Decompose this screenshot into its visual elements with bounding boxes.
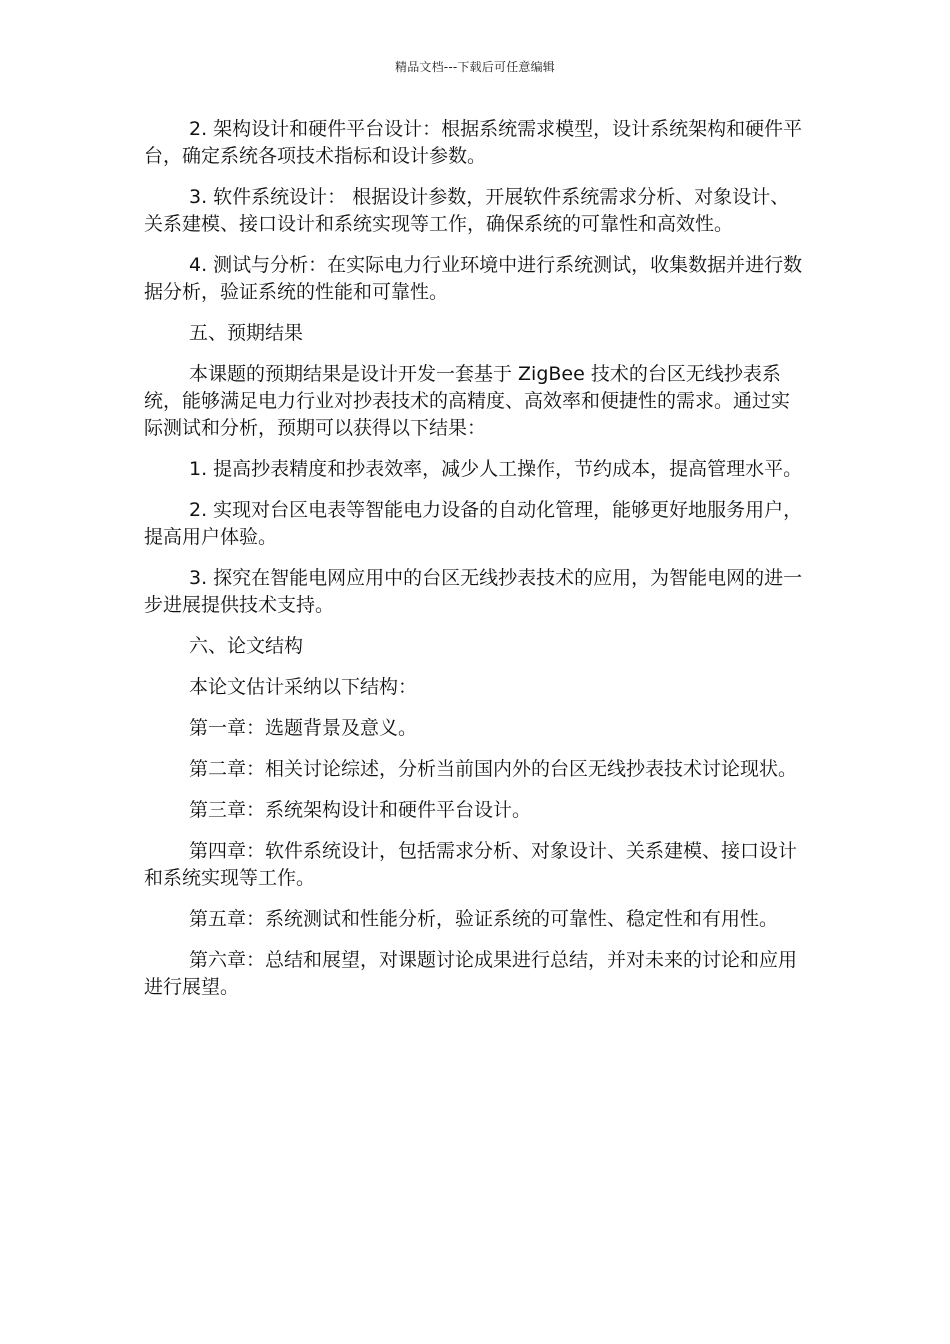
paragraph-chapter-3: 第三章：系统架构设计和硬件平台设计。 xyxy=(189,799,532,821)
paragraph-result-2: 2. 实现对台区电表等智能电力设备的自动化管理，能够更好地服务用户，提高用户体验。 xyxy=(144,499,803,548)
paragraph-structure-intro: 本论文估计采纳以下结构： xyxy=(189,676,418,698)
section-heading-thesis-structure: 六、论文结构 xyxy=(189,635,304,657)
paragraph-software-design: 3. 软件系统设计： 根据设计参数，开展软件系统需求分析、对象设计、关系建模、接口设计和系统实现等工作，确保系统的可靠性和高效性。 xyxy=(144,186,790,235)
paragraph-chapter-2: 第二章：相关讨论综述，分析当前国内外的台区无线抄表技术讨论现状。 xyxy=(189,758,798,780)
paragraph-result-3: 3. 探究在智能电网应用中的台区无线抄表技术的应用，为智能电网的进一步进展提供技术支持。 xyxy=(144,567,803,616)
paragraph-result-1: 1. 提高抄表精度和抄表效率，减少人工操作，节约成本，提高管理水平。 xyxy=(189,458,803,480)
paragraph-chapter-4: 第四章：软件系统设计，包括需求分析、对象设计、关系建模、接口设计和系统实现等工作。 xyxy=(144,840,798,889)
document-body xyxy=(144,116,806,1015)
paragraph-arch-design: 2. 架构设计和硬件平台设计：根据系统需求模型，设计系统架构和硬件平台，确定系统各项技术指标和设计参数。 xyxy=(144,118,803,167)
paragraph-expected-results-intro: 本课题的预期结果是设计开发一套基于 ZigBee 技术的台区无线抄表系统，能够满足电力行业对抄表技术的高精度、高效率和便捷性的需求。通过实际测试和分析，预期可以获得以下结果： xyxy=(144,363,791,439)
section-heading-expected-results: 五、预期结果 xyxy=(189,322,304,344)
paragraph-chapter-6: 第六章：总结和展望，对课题讨论成果进行总结，并对未来的讨论和应用进行展望。 xyxy=(144,949,798,998)
paragraph-testing: 4. 测试与分析：在实际电力行业环境中进行系统测试，收集数据并进行数据分析，验证系统的性能和可靠性。 xyxy=(144,254,803,303)
page-header: 精品文档---下载后可任意编辑 xyxy=(395,60,555,74)
paragraph-chapter-1: 第一章：选题背景及意义。 xyxy=(189,717,418,739)
paragraph-chapter-5: 第五章：系统测试和性能分析，验证系统的可靠性、稳定性和有用性。 xyxy=(189,908,779,930)
